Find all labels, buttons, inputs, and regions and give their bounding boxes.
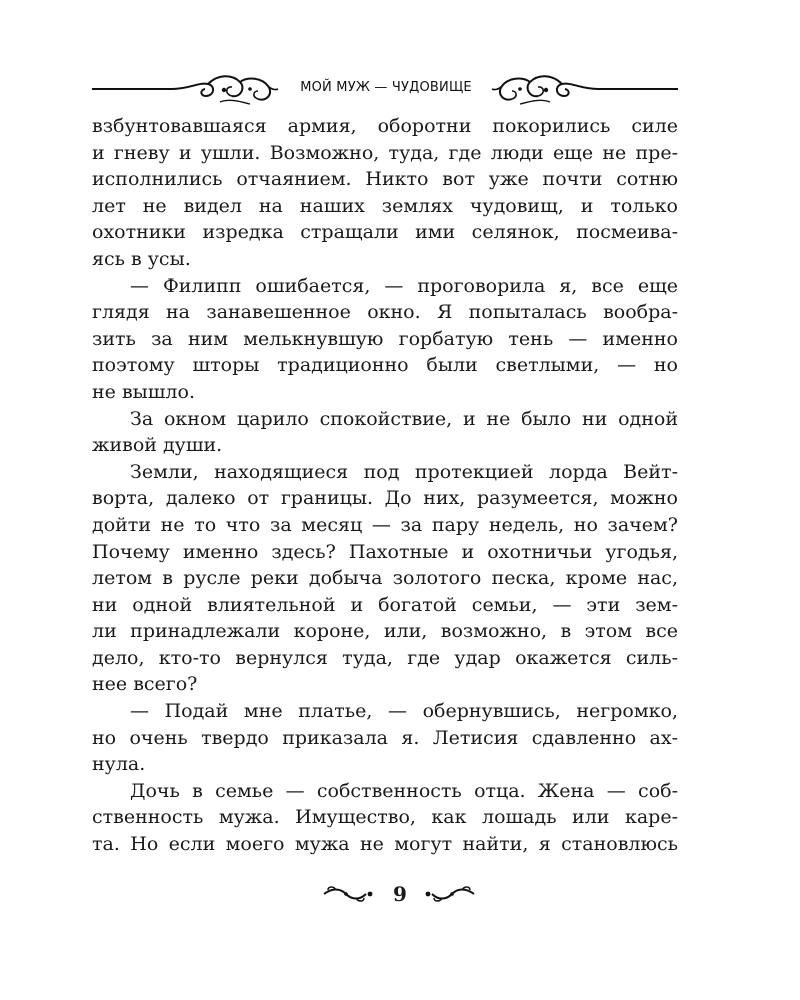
text-line: — Подай мне платье, — обернувшись, негромко, (130, 700, 678, 723)
text-line: ясь в усы. (92, 247, 191, 270)
header-rule-left (92, 88, 172, 90)
small-flourish-icon (322, 884, 374, 904)
body-text (92, 113, 678, 873)
text-line: та. Но если моего мужа не могут найти, я становлюсь (92, 833, 678, 856)
header-rule-right (598, 88, 678, 90)
flourish-ornament-icon (490, 72, 600, 106)
text-line: ли принадлежали короне, или, возможно, в этом все (92, 620, 678, 643)
text-line: дело, кто-то вернулся туда, где удар окажется силь- (92, 646, 678, 669)
text-line: Почему именно здесь? Пахотные и охотничьи угодья, (92, 540, 678, 563)
text-line: лет не видел на наших землях чудовищ, и только (92, 194, 678, 217)
text-line: охотники изредка стращали ими селянок, посмеива- (92, 221, 678, 244)
text-line: не вышло. (92, 380, 195, 403)
running-header (92, 68, 678, 108)
text-line: нула. (92, 753, 146, 776)
text-line: Земли, находящиеся под протекцией лорда Вейт- (130, 460, 678, 483)
text-line: и гневу и ушли. Возможно, туда, где люди еще не пре- (92, 141, 678, 164)
text-line: исполнились отчаянием. Никто вот уже почти сотню (92, 168, 678, 191)
text-line: дойти не то что за месяц — за пару недель, но зачем? (92, 513, 678, 536)
page-footer (320, 880, 480, 910)
text-line: Дочь в семье — собственность отца. Жена — соб- (130, 779, 678, 802)
text-line: поэтому шторы традиционно были светлыми, — но (92, 354, 678, 377)
text-line: За окном царило спокойствие, и не было ни одной (130, 407, 678, 430)
text-line: ственность мужа. Имущество, как лошадь или каре- (92, 806, 678, 829)
flourish-ornament-icon (170, 72, 280, 106)
text-line: живой души. (92, 434, 223, 457)
small-flourish-icon (424, 884, 476, 904)
text-line: но очень твердо приказала я. Летисия сдавленно ах- (92, 726, 678, 749)
text-line: зить за ним мелькнувшую горбатую тень — именно (92, 327, 678, 350)
text-line: взбунтовавшаяся армия, оборотни покорились силе (92, 115, 678, 137)
page-number: 9 (393, 882, 407, 906)
text-line: летом в русле реки добыча золотого песка, кроме нас, (92, 567, 678, 590)
text-line: — Филипп ошибается, — проговорила я, все еще (130, 274, 678, 297)
text-line: глядя на занавешенное окно. Я попыталась вообра- (92, 301, 678, 324)
text-line: ворта, далеко от границы. До них, разумеется, можно (92, 487, 678, 510)
running-header-title: МОЙ МУЖ — ЧУДОВИЩЕ (300, 80, 472, 95)
text-line: нее всего? (92, 673, 198, 696)
text-line: ни одной влиятельной и богатой семьи, — эти зем- (92, 593, 678, 616)
